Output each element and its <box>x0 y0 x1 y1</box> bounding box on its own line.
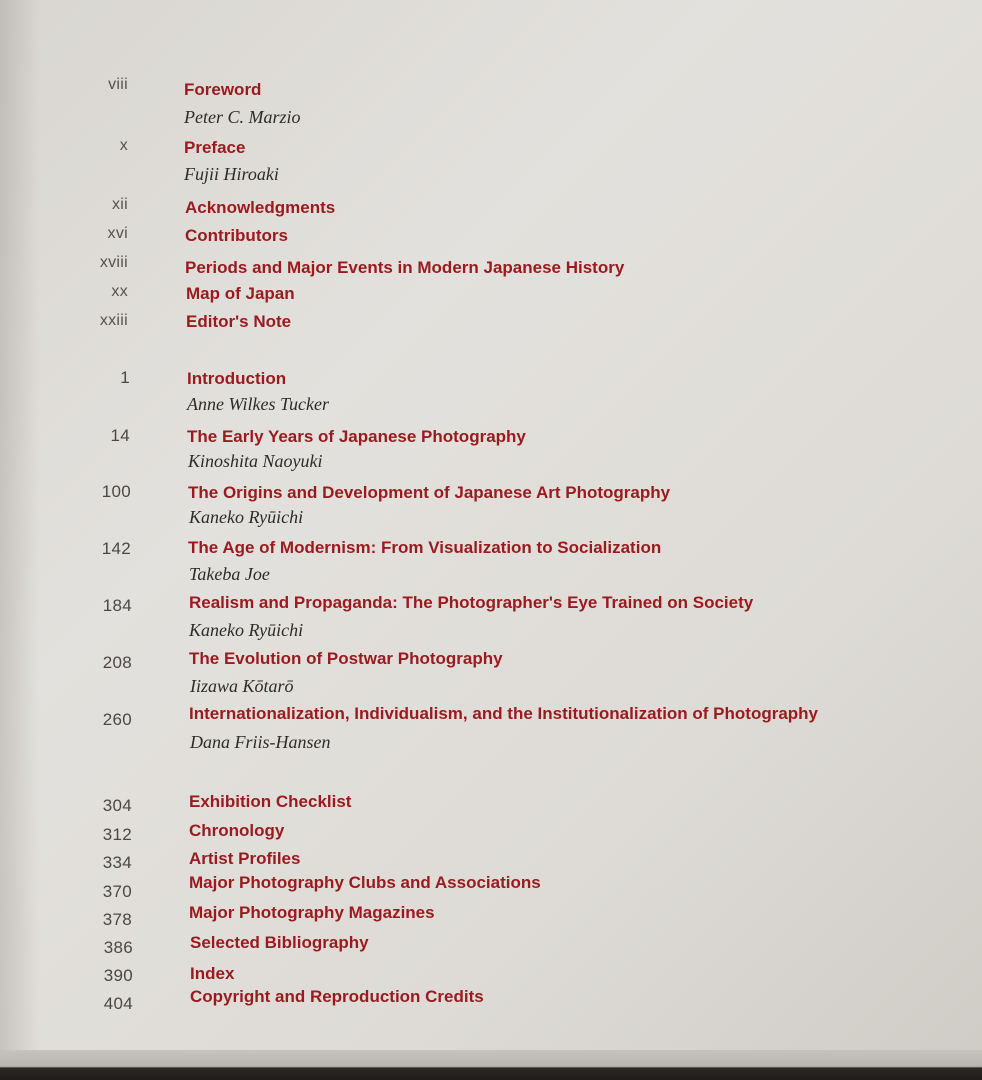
entry-author: Kaneko Ryūichi <box>189 620 304 640</box>
entry-title: Periods and Major Events in Modern Japanese History <box>185 258 625 277</box>
entry-title: Chronology <box>189 821 285 840</box>
entry-title: Editor's Note <box>186 312 292 331</box>
entry-title: Major Photography Magazines <box>189 903 435 922</box>
entry-title: Major Photography Clubs and Associations <box>189 873 541 892</box>
entry-title: The Early Years of Japanese Photography <box>187 427 526 446</box>
page-number: xxiii <box>99 312 128 329</box>
entry-title: Artist Profiles <box>189 849 301 868</box>
page-number: xviii <box>99 254 128 271</box>
entry-author: Anne Wilkes Tucker <box>187 394 329 414</box>
page-number: 208 <box>102 653 132 672</box>
entry-author: Iizawa Kōtarō <box>190 676 294 696</box>
entry-author: Takeba Joe <box>189 564 270 584</box>
entry-title: Contributors <box>185 226 288 245</box>
page-number: 304 <box>102 796 132 815</box>
entry-title: Foreword <box>184 80 262 99</box>
page-number: 390 <box>103 966 133 985</box>
entry-title: Introduction <box>187 369 287 388</box>
page-number: 404 <box>103 994 133 1013</box>
page-number: 370 <box>102 882 132 901</box>
page-number: 14 <box>110 426 130 445</box>
page-number: 260 <box>102 710 132 729</box>
entry-author: Peter C. Marzio <box>184 107 301 127</box>
page-number: 184 <box>102 596 132 615</box>
page-number: xx <box>111 283 128 300</box>
entry-title: Preface <box>184 138 246 157</box>
entry-title: Acknowledgments <box>185 198 336 217</box>
page-number: 386 <box>103 938 133 957</box>
entry-title: Copyright and Reproduction Credits <box>190 987 484 1006</box>
entry-title: The Age of Modernism: From Visualization to Socialization <box>188 538 662 557</box>
entry-title: Selected Bibliography <box>190 933 369 952</box>
entry-author: Dana Friis-Hansen <box>190 732 331 752</box>
entry-author: Fujii Hiroaki <box>184 164 279 184</box>
entry-title: Realism and Propaganda: The Photographer's Eye Trained on Society <box>189 593 754 612</box>
page-number: xii <box>111 196 128 213</box>
entry-title: Exhibition Checklist <box>189 792 352 811</box>
page-bottom-edge <box>0 1050 982 1080</box>
entry-title: Internationalization, Individualism, and the Institutionalization of Photography <box>189 704 819 723</box>
page-number: 142 <box>101 539 131 558</box>
page-number: 100 <box>101 482 131 501</box>
entry-title: Index <box>190 964 235 983</box>
entry-title: The Evolution of Postwar Photography <box>189 649 503 668</box>
page-number: 1 <box>120 368 130 387</box>
page-number: 334 <box>102 853 132 872</box>
entry-title: Map of Japan <box>186 284 295 303</box>
page-number: xvi <box>107 225 128 242</box>
entry-title: The Origins and Development of Japanese Art Photography <box>188 483 671 502</box>
page-number: 378 <box>102 910 132 929</box>
page-number: viii <box>108 76 128 93</box>
entry-author: Kaneko Ryūichi <box>189 507 304 527</box>
page-number: x <box>119 137 128 154</box>
page-edge-shadow <box>0 0 40 1076</box>
entry-author: Kinoshita Naoyuki <box>188 451 323 471</box>
page-number: 312 <box>102 825 132 844</box>
